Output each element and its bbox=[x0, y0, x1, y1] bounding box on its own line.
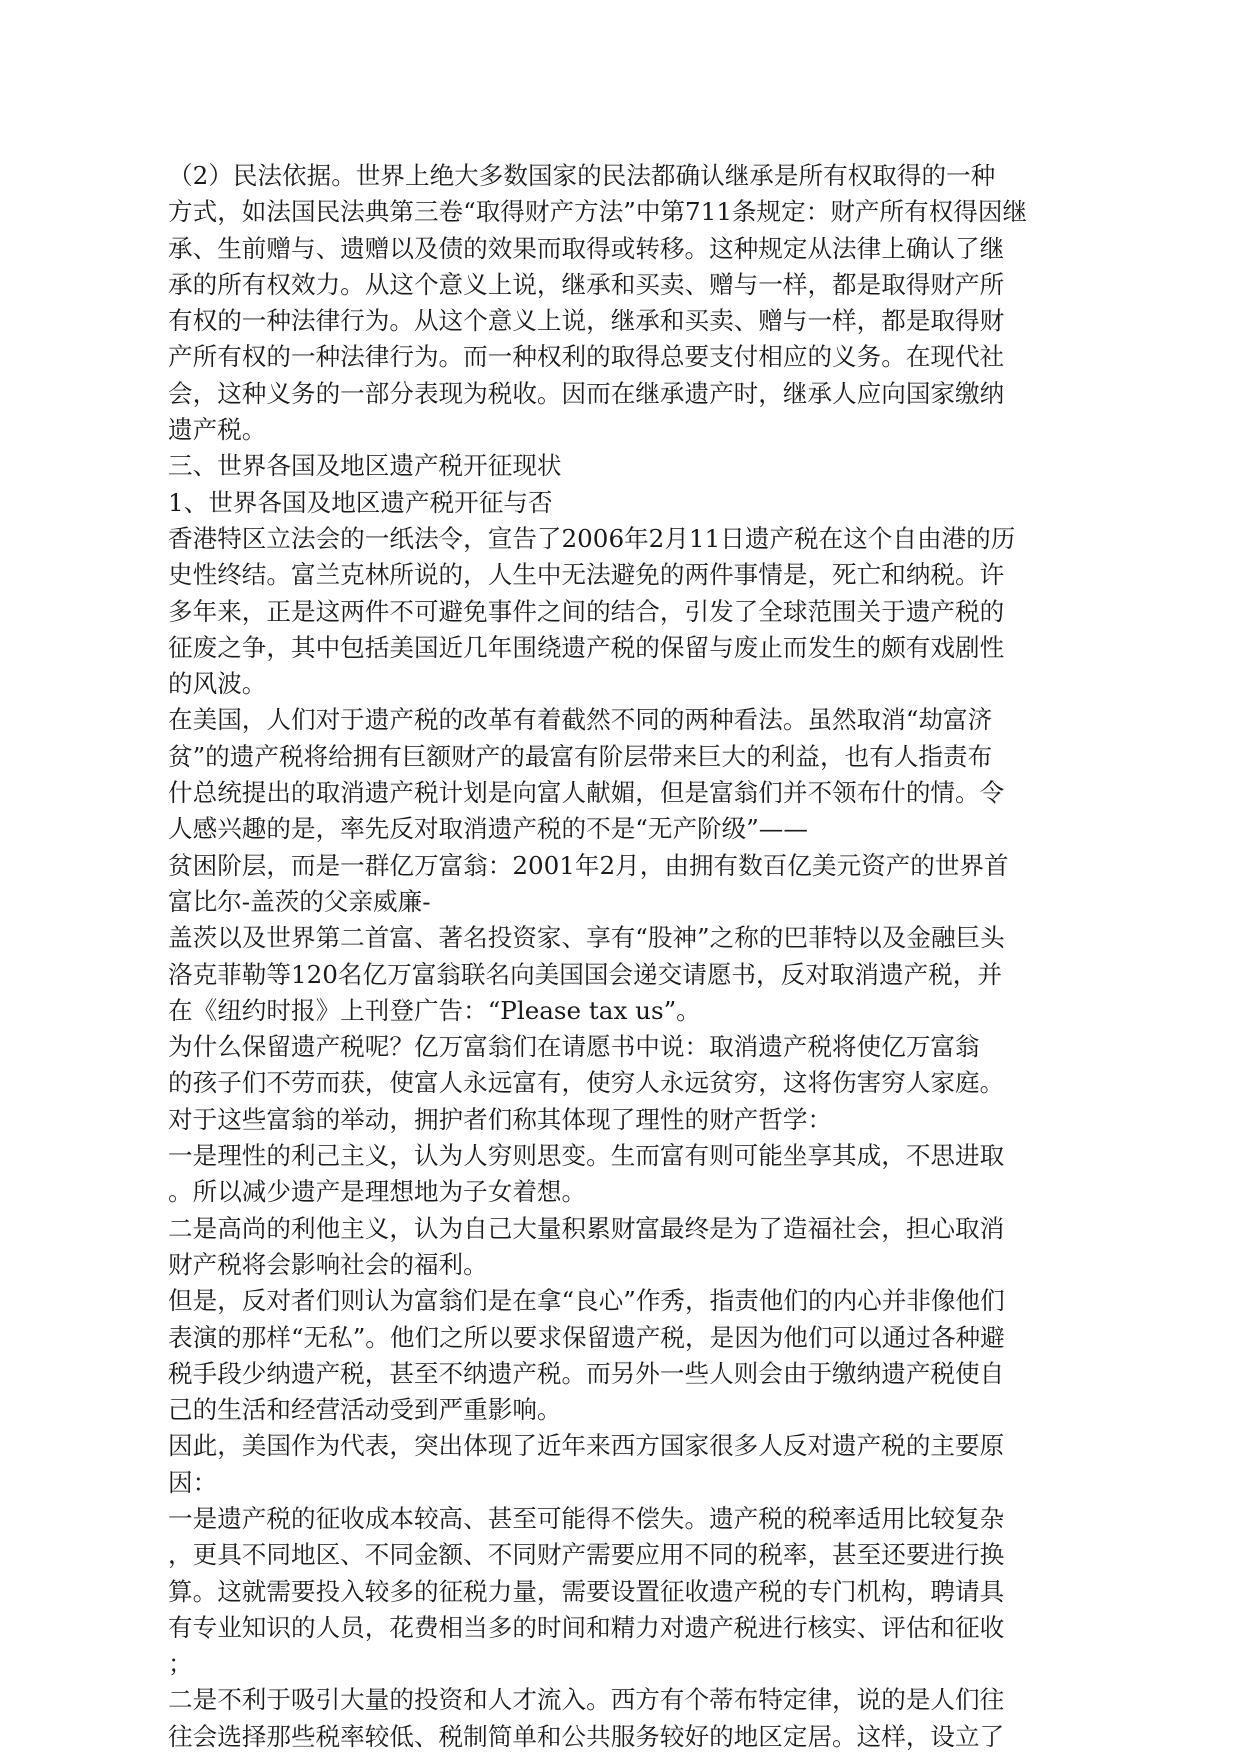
text-line: 香港特区立法会的一纸法令，宣告了2006年2月11日遗产税在这个自由港的历 bbox=[168, 523, 1016, 553]
text-line: 在美国，人们对于遗产税的改革有着截然不同的两种看法。虽然取消“劫富济 bbox=[168, 705, 993, 735]
text-line: 表演的那样“无私”。他们之所以要求保留遗产税，是因为他们可以通过各种避 bbox=[168, 1322, 1005, 1352]
text-line: 承、生前赠与、遗赠以及债的效果而取得或转移。这种规定从法律上确认了继 bbox=[168, 233, 1005, 263]
text-line: 对于这些富翁的举动，拥护者们称其体现了理性的财产哲学： bbox=[168, 1104, 833, 1134]
text-line: 一是理性的利己主义，认为人穷则思变。生而富有则可能坐享其成，不思进取 bbox=[168, 1141, 1005, 1171]
subsection-heading: 1、世界各国及地区遗产税开征与否 bbox=[168, 487, 553, 517]
text-line: 但是，反对者们则认为富翁们是在拿“良心”作秀，指责他们的内心并非像他们 bbox=[168, 1286, 1005, 1316]
text-line: 二是不利于吸引大量的投资和人才流入。西方有个蒂布特定律，说的是人们往 bbox=[168, 1685, 1005, 1715]
text-line: 多年来，正是这两件不可避免事件之间的结合，引发了全球范围关于遗产税的 bbox=[168, 596, 1005, 626]
text-line: ，更具不同地区、不同金额、不同财产需要应用不同的税率，甚至还要进行换 bbox=[168, 1540, 1005, 1570]
text-line: 有权的一种法律行为。从这个意义上说，继承和买卖、赠与一样，都是取得财 bbox=[168, 306, 1005, 336]
text-line: 税手段少纳遗产税，甚至不纳遗产税。而另外一些人则会由于缴纳遗产税使自 bbox=[168, 1358, 1005, 1388]
text-line: 人感兴趣的是，率先反对取消遗产税的不是“无产阶级”—— bbox=[168, 814, 808, 844]
text-line: ； bbox=[168, 1649, 193, 1679]
text-line: 有专业知识的人员，花费相当多的时间和精力对遗产税进行核实、评估和征收 bbox=[168, 1612, 1005, 1642]
document-body bbox=[168, 158, 1058, 1755]
text-line: 为什么保留遗产税呢？亿万富翁们在请愿书中说：取消遗产税将使亿万富翁 bbox=[168, 1032, 980, 1062]
text-line: 盖茨以及世界第二首富、著名投资家、享有“股神”之称的巴菲特以及金融巨头 bbox=[168, 923, 1005, 953]
text-line: 贫困阶层，而是一群亿万富翁：2001年2月，由拥有数百亿美元资产的世界首 bbox=[168, 850, 1009, 880]
text-line: 二是高尚的利他主义，认为自己大量积累财富最终是为了造福社会，担心取消 bbox=[168, 1213, 1005, 1243]
section-heading: 三、世界各国及地区遗产税开征现状 bbox=[168, 451, 562, 481]
text-line: 的风波。 bbox=[168, 669, 267, 699]
text-line: 己的生活和经营活动受到严重影响。 bbox=[168, 1395, 562, 1425]
text-line: 因： bbox=[168, 1467, 218, 1497]
text-line: 承的所有权效力。从这个意义上说，继承和买卖、赠与一样，都是取得财产所 bbox=[168, 269, 1005, 299]
text-line: （2）民法依据。世界上绝大多数国家的民法都确认继承是所有权取得的一种 bbox=[168, 161, 996, 190]
text-line: 洛克菲勒等120名亿万富翁联名向美国国会递交请愿书，反对取消遗产税，并 bbox=[168, 959, 1002, 989]
text-line: 会，这种义务的一部分表现为税收。因而在继承遗产时，继承人应向国家缴纳 bbox=[168, 378, 1005, 408]
text-line: 遗产税。 bbox=[168, 415, 267, 445]
text-line: 因此，美国作为代表，突出体现了近年来西方国家很多人反对遗产税的主要原 bbox=[168, 1431, 1005, 1461]
text-line: 什总统提出的取消遗产税计划是向富人献媚，但是富翁们并不领布什的情。令 bbox=[168, 778, 1005, 808]
text-line: 一是遗产税的征收成本较高、甚至可能得不偿失。遗产税的税率适用比较复杂 bbox=[168, 1503, 1005, 1533]
text-line: 征废之争，其中包括美国近几年围绕遗产税的保留与废止而发生的颇有戏剧性 bbox=[168, 632, 1005, 662]
text-line: 贫”的遗产税将给拥有巨额财产的最富有阶层带来巨大的利益，也有人指责布 bbox=[168, 741, 993, 771]
text-line: 产所有权的一种法律行为。而一种权利的取得总要支付相应的义务。在现代社 bbox=[168, 342, 1005, 372]
text-line: 财产税将会影响社会的福利。 bbox=[168, 1249, 488, 1279]
text-line: 富比尔-盖茨的父亲威廉- bbox=[168, 886, 431, 916]
text-line: 算。这就需要投入较多的征税力量，需要设置征收遗产税的专门机构，聘请具 bbox=[168, 1576, 1005, 1606]
text-line: 在《纽约时报》上刊登广告：“Please tax us”。 bbox=[168, 995, 701, 1025]
text-line: 的孩子们不劳而获，使富人永远富有，使穷人永远贫穷，这将伤害穷人家庭。 bbox=[168, 1068, 1005, 1098]
text-line: 。所以减少遗产是理想地为子女着想。 bbox=[168, 1177, 587, 1207]
text-line: 史性终结。富兰克林所说的，人生中无法避免的两件事情是，死亡和纳税。许 bbox=[168, 560, 1005, 590]
text-line: 往会选择那些税率较低、税制简单和公共服务较好的地区定居。这样，设立了 bbox=[168, 1721, 1005, 1751]
text-line: 方式，如法国民法典第三卷“取得财产方法”中第711条规定：财产所有权得因继 bbox=[168, 197, 1028, 227]
